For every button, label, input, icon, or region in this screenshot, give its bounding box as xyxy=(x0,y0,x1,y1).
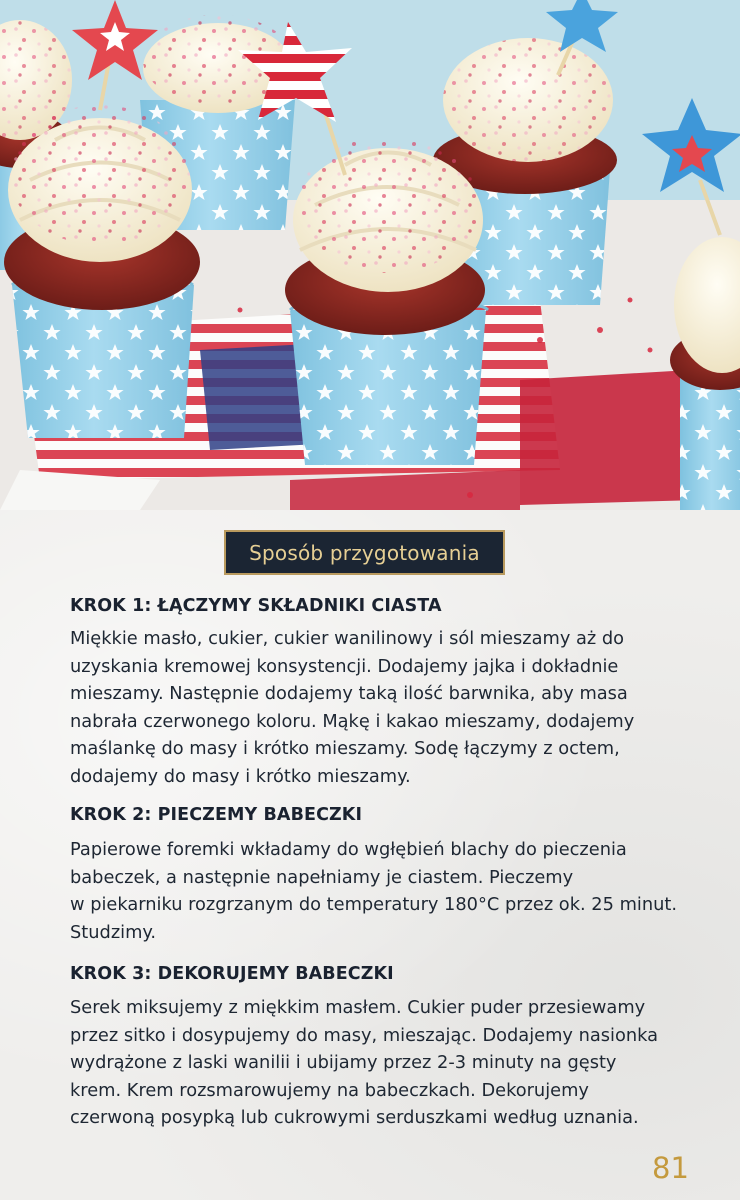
step-3-line: krem. Krem rozsmarowujemy na babeczkach. Dekorujemy xyxy=(70,1079,589,1101)
step-3-line: Serek miksujemy z miękkim masłem. Cukier puder przesiewamy xyxy=(70,997,646,1018)
section-title-banner xyxy=(224,530,505,575)
step-2-title: KROK 2: PIECZEMY BABECZKI xyxy=(70,805,363,825)
step-2-line: Papierowe foremki wkładamy do wgłębień blachy do pieczenia xyxy=(70,839,627,860)
cupcake-far-right xyxy=(670,237,740,510)
step-2-line: Studzimy. xyxy=(70,921,157,943)
step-3-line: czerwoną posypką lub cukrowymi serduszkami według uznania. xyxy=(70,1107,639,1129)
cupcake-front-left xyxy=(4,105,200,438)
step-2-text xyxy=(70,836,720,946)
step-3-text xyxy=(70,994,720,1132)
step-3-line: przez sitko i dosypujemy do masy, mieszając. Dodajemy nasionka xyxy=(70,1024,658,1046)
step-1-line: nabrała czerwonego koloru. Mąkę i kakao mieszamy, dodajemy xyxy=(70,710,635,732)
step-1-line: dodajemy do masy i krótko mieszamy. xyxy=(70,765,411,787)
step-3-line: wydrążone z laski wanilii i ubijamy przez 2-3 minuty na gęsty xyxy=(70,1052,617,1074)
step-2-line: babeczek, a następnie napełniamy je ciastem. Pieczemy xyxy=(70,866,574,888)
step-1-line: mieszamy. Następnie dodajemy taką ilość barwnika, aby masa xyxy=(70,683,628,705)
cupcake-front-centre xyxy=(285,137,488,465)
step-1-text xyxy=(70,625,720,791)
step-1-title: KROK 1: ŁĄCZYMY SKŁADNIKI CIASTA xyxy=(70,596,442,616)
step-1-line: maślankę do masy i krótko mieszamy. Sodę łączymy z octem, xyxy=(70,738,620,760)
step-3-title: KROK 3: DEKORUJEMY BABECZKI xyxy=(70,964,394,984)
cupcakes-photo xyxy=(0,0,740,510)
section-title: Sposób przygotowania xyxy=(249,540,480,565)
step-1-line: uzyskania kremowej konsystencji. Dodajemy jajka i dokładnie xyxy=(70,655,619,677)
page-number: 81 xyxy=(652,1151,689,1185)
step-1-line: Miękkie masło, cukier, cukier wanilinowy i sól mieszamy aż do xyxy=(70,628,625,649)
step-2-line: w piekarniku rozgrzanym do temperatury 180°C przez ok. 25 minut. xyxy=(70,894,677,916)
recipe-method xyxy=(0,510,740,1200)
